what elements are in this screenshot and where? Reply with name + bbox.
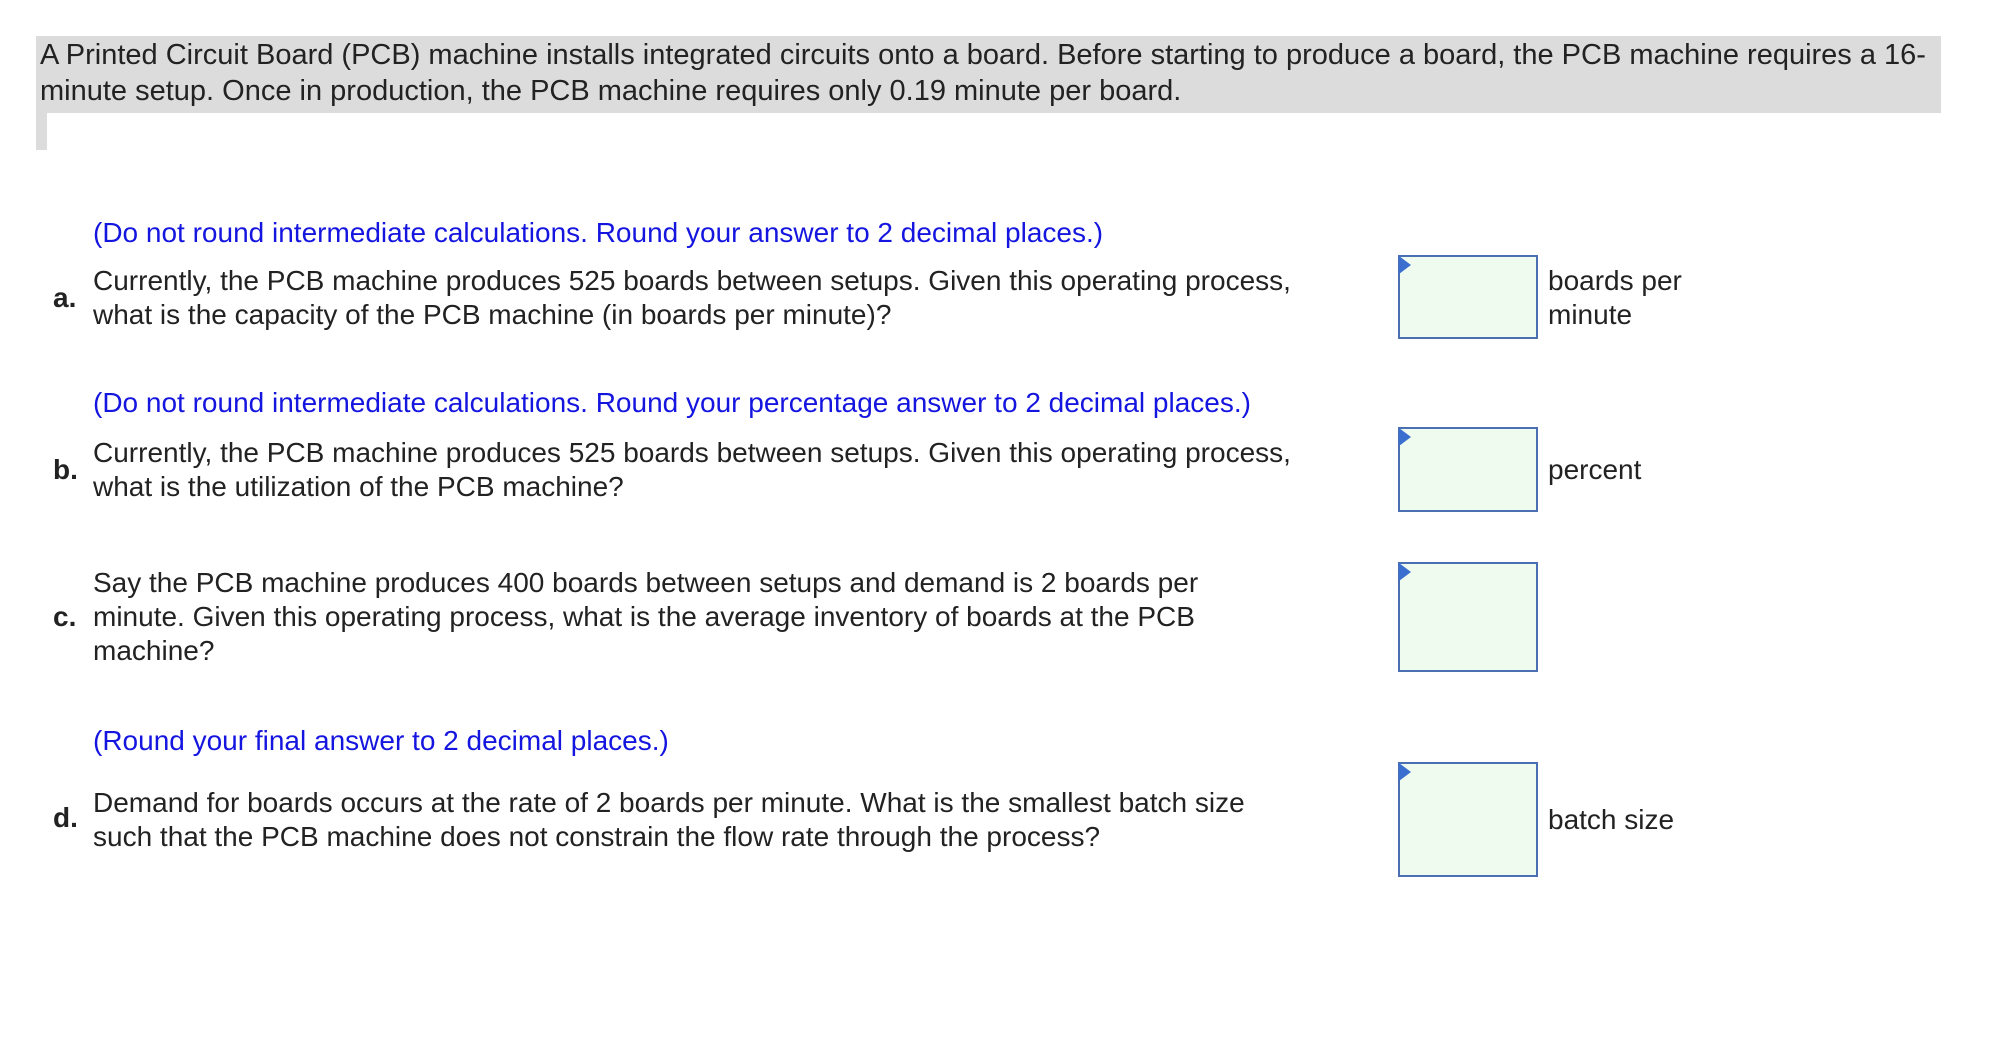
answer-b-unit: percent bbox=[1548, 454, 1642, 485]
question-a-letter: a. bbox=[53, 282, 77, 313]
answer-b-field[interactable] bbox=[1398, 427, 1538, 512]
question-d-text bbox=[93, 786, 1245, 854]
question-d-text-line: Demand for boards occurs at the rate of 2 boards per minute. What is the smallest batch size bbox=[93, 787, 1245, 818]
answer-c-input[interactable] bbox=[1400, 564, 1536, 670]
question-d-text-line: such that the PCB machine does not constrain the flow rate through the process? bbox=[93, 821, 1101, 852]
answer-d-unit: batch size bbox=[1548, 804, 1675, 835]
question-d-instruction: (Round your final answer to 2 decimal places.) bbox=[93, 725, 669, 756]
answer-b-input[interactable] bbox=[1400, 429, 1536, 510]
question-c-text-line: machine? bbox=[93, 635, 215, 666]
question-c-text-line: Say the PCB machine produces 400 boards between setups and demand is 2 boards per bbox=[93, 567, 1199, 598]
problem-statement: A Printed Circuit Board (PCB) machine installs integrated circuits onto a board. Before starting to produce a board, the PCB machine requires a 16-minute setup. Once in production, the PCB machine requires only 0.19 minute per board. bbox=[36, 36, 1941, 113]
question-c-letter: c. bbox=[53, 601, 77, 632]
answer-c-field[interactable] bbox=[1398, 562, 1538, 672]
flag-icon bbox=[1399, 563, 1411, 581]
question-c-text-line: minute. Given this operating process, what is the average inventory of boards at the PCB bbox=[93, 601, 1195, 632]
flag-icon bbox=[1399, 763, 1411, 781]
question-a-text bbox=[93, 264, 1291, 332]
problem-statement-block bbox=[36, 36, 1941, 150]
question-b-letter: b. bbox=[53, 454, 78, 485]
question-b-text-line: what is the utilization of the PCB machine? bbox=[93, 471, 624, 502]
unit-line: minute bbox=[1548, 299, 1633, 330]
answer-a-input[interactable] bbox=[1400, 257, 1536, 337]
answer-a-unit bbox=[1548, 264, 1682, 332]
question-d-letter: d. bbox=[53, 802, 78, 833]
answer-d-field[interactable] bbox=[1398, 762, 1538, 877]
answer-a-field[interactable] bbox=[1398, 255, 1538, 339]
question-b-text bbox=[93, 436, 1291, 504]
question-b-instruction: (Do not round intermediate calculations. Round your percentage answer to 2 decimal places.) bbox=[93, 387, 1251, 418]
question-a-instruction: (Do not round intermediate calculations. Round your answer to 2 decimal places.) bbox=[93, 217, 1104, 248]
answer-d-input[interactable] bbox=[1400, 764, 1536, 875]
question-b-text-line: Currently, the PCB machine produces 525 boards between setups. Given this operating process, bbox=[93, 437, 1291, 468]
statement-tab-decoration bbox=[36, 113, 47, 150]
flag-icon bbox=[1399, 256, 1411, 274]
question-c-text bbox=[93, 566, 1198, 668]
question-a-text-line: Currently, the PCB machine produces 525 boards between setups. Given this operating process, bbox=[93, 265, 1291, 296]
unit-line: boards per bbox=[1548, 265, 1682, 296]
question-a-text-line: what is the capacity of the PCB machine (in boards per minute)? bbox=[93, 299, 892, 330]
flag-icon bbox=[1399, 428, 1411, 446]
